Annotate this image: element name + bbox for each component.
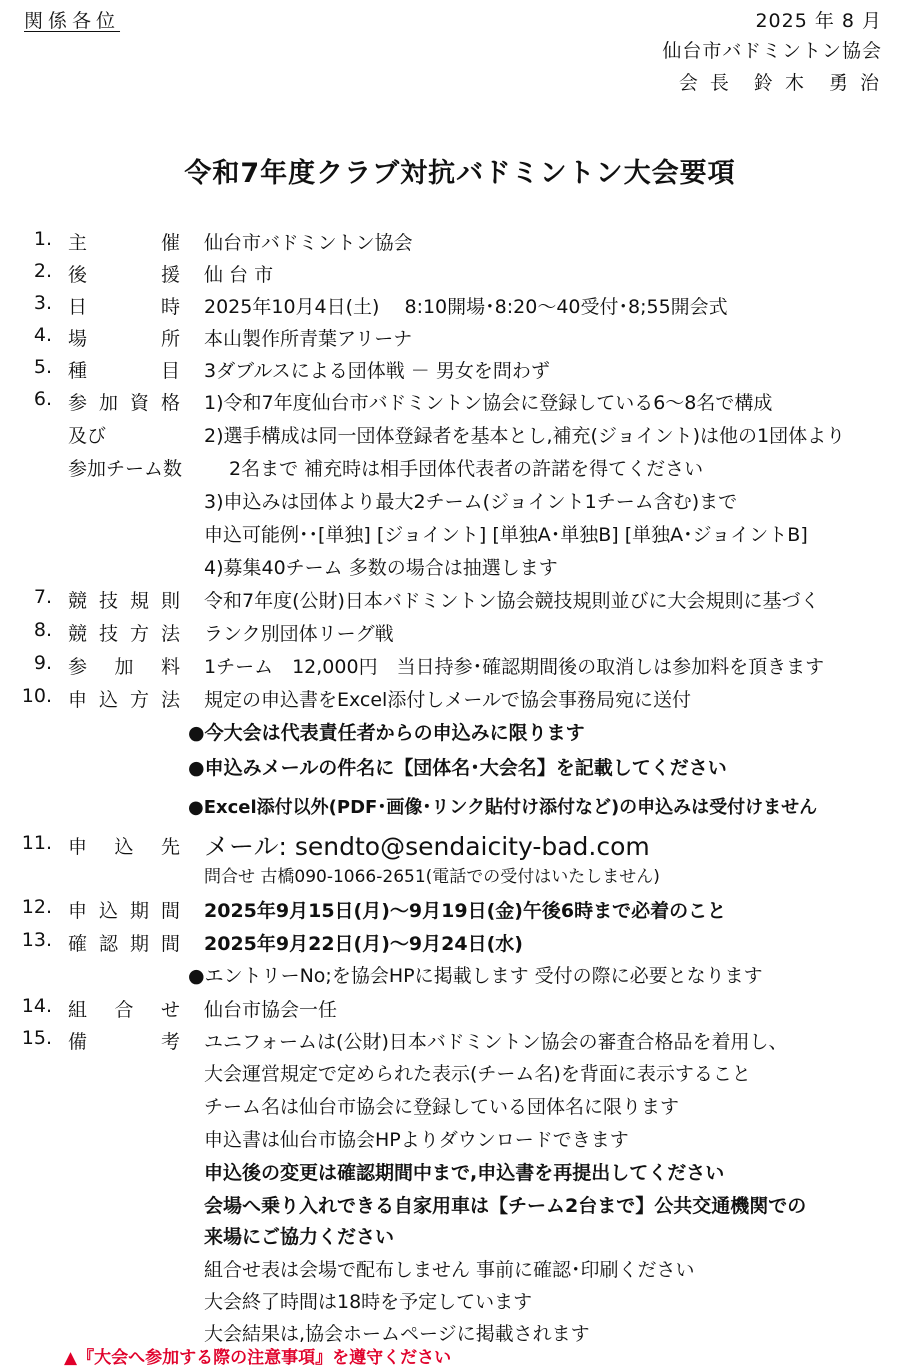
item-value: 仙台市協会一任 bbox=[204, 999, 338, 1021]
item-label: 申 込 方 法 bbox=[68, 689, 180, 711]
item-eligibility-line bbox=[0, 454, 920, 484]
item-remarks-line bbox=[0, 1092, 920, 1122]
remark-line: 申込後の変更は確認期間中まで,申込書を再提出してください bbox=[204, 1162, 725, 1184]
item-remarks-line bbox=[0, 1059, 920, 1089]
item-number: 7. bbox=[33, 586, 52, 608]
item-number: 1. bbox=[33, 228, 52, 250]
remark-line: 会場へ乗り入れできる自家用車は【チーム2台まで】公共交通機関での bbox=[204, 1195, 807, 1217]
item-application-bullet bbox=[0, 718, 920, 748]
item-number: 14. bbox=[21, 995, 52, 1017]
bullet-note: ●エントリーNo;を協会HPに掲載します 受付の際に必要となります bbox=[188, 965, 763, 987]
item-datetime bbox=[0, 292, 920, 322]
footer-warning: ▲『大会へ参加する際の注意事項』を遵守ください bbox=[64, 1348, 452, 1368]
item-value: 本山製作所青葉アリーナ bbox=[204, 328, 413, 350]
item-label-sub: 及び bbox=[68, 425, 107, 447]
item-number: 3. bbox=[33, 292, 52, 314]
item-confirmation-period bbox=[0, 929, 920, 959]
remark-line: 申込書は仙台市協会HPよりダウンロードできます bbox=[204, 1129, 629, 1151]
item-venue bbox=[0, 324, 920, 354]
document-title: 令和7年度クラブ対抗バドミントン大会要項 bbox=[184, 158, 736, 189]
item-application-bullet bbox=[0, 793, 920, 823]
item-value: 2025年10月4日(土) 8:10開場･8:20～40受付･8;55開会式 bbox=[204, 296, 728, 318]
item-remarks-line bbox=[0, 1287, 920, 1317]
item-label: 日 時 bbox=[68, 296, 180, 318]
item-event bbox=[0, 356, 920, 386]
item-confirmation-note bbox=[0, 961, 920, 991]
item-remarks-line bbox=[0, 1125, 920, 1155]
item-fee bbox=[0, 652, 920, 682]
item-value: 令和7年度(公財)日本バドミントン協会競技規則並びに大会規則に基づく bbox=[204, 590, 820, 612]
item-label: 申 込 先 bbox=[68, 836, 180, 858]
item-line: 申込可能例･･[単独] [ジョイント] [単独A･単独B] [単独A･ジョイントB] bbox=[204, 524, 808, 546]
item-contact bbox=[0, 832, 920, 862]
item-remarks-line bbox=[0, 1191, 920, 1221]
email-address[interactable]: メール: sendto@sendaicity-bad.com bbox=[204, 832, 650, 861]
item-label: 種 目 bbox=[68, 360, 180, 382]
item-number: 10. bbox=[21, 685, 52, 707]
item-application-bullet bbox=[0, 753, 920, 783]
item-support bbox=[0, 260, 920, 290]
item-label: 備 考 bbox=[68, 1031, 180, 1053]
bullet-note: ●Excel添付以外(PDF･画像･リンク貼付け添付など)の申込みは受付けません bbox=[188, 797, 818, 818]
item-eligibility-line bbox=[0, 553, 920, 583]
remark-line: 大会結果は,協会ホームページに掲載されます bbox=[204, 1323, 590, 1345]
item-value: 1チーム 12,000円 当日持参･確認期間後の取消しは参加料を頂きます bbox=[204, 656, 825, 678]
item-eligibility-line bbox=[0, 487, 920, 517]
president-name: 会 長 鈴 木 勇 治 bbox=[678, 72, 882, 94]
item-organizer bbox=[0, 228, 920, 258]
item-label: 参 加 料 bbox=[68, 656, 180, 678]
item-remarks bbox=[0, 1027, 920, 1057]
item-remarks-line bbox=[0, 1319, 920, 1349]
item-label: 参 加 資 格 bbox=[68, 392, 180, 414]
item-value: 仙台市バドミントン協会 bbox=[204, 232, 413, 254]
item-application-period bbox=[0, 896, 920, 926]
item-label: 組 合 せ bbox=[68, 999, 180, 1021]
item-number: 8. bbox=[33, 619, 52, 641]
item-value: 3ダブルスによる団体戦 － 男女を問わず bbox=[204, 360, 550, 382]
item-number: 5. bbox=[33, 356, 52, 378]
item-label-sub: 参加チーム数 bbox=[68, 458, 183, 480]
item-number: 12. bbox=[21, 896, 52, 918]
item-format bbox=[0, 619, 920, 649]
item-line: 4)募集40チーム 多数の場合は抽選します bbox=[204, 557, 558, 579]
item-label: 競 技 規 則 bbox=[68, 590, 180, 612]
item-value: 仙 台 市 bbox=[204, 264, 274, 286]
item-number: 6. bbox=[33, 388, 52, 410]
item-rules bbox=[0, 586, 920, 616]
item-line: 3)申込みは団体より最大2チーム(ジョイント1チーム含む)まで bbox=[204, 491, 738, 513]
item-eligibility bbox=[0, 388, 920, 418]
item-draw bbox=[0, 995, 920, 1025]
bullet-note: ●今大会は代表責任者からの申込みに限ります bbox=[188, 722, 585, 744]
item-label: 場 所 bbox=[68, 328, 180, 350]
item-remarks-line bbox=[0, 1222, 920, 1252]
remark-line: チーム名は仙台市協会に登録している団体名に限ります bbox=[204, 1096, 680, 1118]
issue-date: 2025 年 8 月 bbox=[755, 10, 882, 32]
item-value: 2025年9月22日(月)～9月24日(水) bbox=[204, 933, 523, 955]
item-line: 2)選手構成は同一団体登録者を基本とし,補充(ジョイント)は他の1団体より bbox=[204, 425, 846, 447]
item-number: 11. bbox=[21, 832, 52, 854]
remark-line: 組合せ表は会場で配布しません 事前に確認･印刷ください bbox=[204, 1259, 695, 1281]
item-number: 4. bbox=[33, 324, 52, 346]
item-line: 1)令和7年度仙台市バドミントン協会に登録している6～8名で構成 bbox=[204, 392, 773, 414]
item-label: 確 認 期 間 bbox=[68, 933, 180, 955]
item-value: ランク別団体リーグ戦 bbox=[204, 623, 394, 645]
item-number: 13. bbox=[21, 929, 52, 951]
item-label: 主 催 bbox=[68, 232, 180, 254]
remark-line: 大会運営規定で定められた表示(チーム名)を背面に表示すること bbox=[204, 1063, 751, 1085]
item-application-method bbox=[0, 685, 920, 715]
item-number: 15. bbox=[21, 1027, 52, 1049]
item-value: 規定の申込書をExcel添付しメールで協会事務局宛に送付 bbox=[204, 689, 691, 711]
item-label: 後 援 bbox=[68, 264, 180, 286]
contact-phone: 問合せ 古橋090-1066-2651(電話での受付はいたしません) bbox=[204, 867, 660, 887]
item-eligibility-line bbox=[0, 520, 920, 550]
item-remarks-line bbox=[0, 1255, 920, 1285]
recipient-heading: 関係各位 bbox=[24, 10, 121, 32]
item-number: 2. bbox=[33, 260, 52, 282]
bullet-note: ●申込みメールの件名に【団体名･大会名】を記載してください bbox=[188, 757, 727, 779]
remark-line: ユニフォームは(公財)日本バドミントン協会の審査合格品を着用し、 bbox=[204, 1031, 788, 1053]
item-contact-line bbox=[0, 862, 920, 892]
remark-line: 大会終了時間は18時を予定しています bbox=[204, 1291, 533, 1313]
item-remarks-line bbox=[0, 1158, 920, 1188]
item-value: 2025年9月15日(月)～9月19日(金)午後6時まで必着のこと bbox=[204, 900, 727, 922]
item-label: 申 込 期 間 bbox=[68, 900, 180, 922]
item-label: 競 技 方 法 bbox=[68, 623, 180, 645]
remark-line: 来場にご協力ください bbox=[204, 1226, 395, 1248]
item-eligibility-line bbox=[0, 421, 920, 451]
item-line: 2名まで 補充時は相手団体代表者の許諾を得てください bbox=[204, 458, 704, 480]
item-number: 9. bbox=[33, 652, 52, 674]
organization-name: 仙台市バドミントン協会 bbox=[662, 40, 882, 62]
